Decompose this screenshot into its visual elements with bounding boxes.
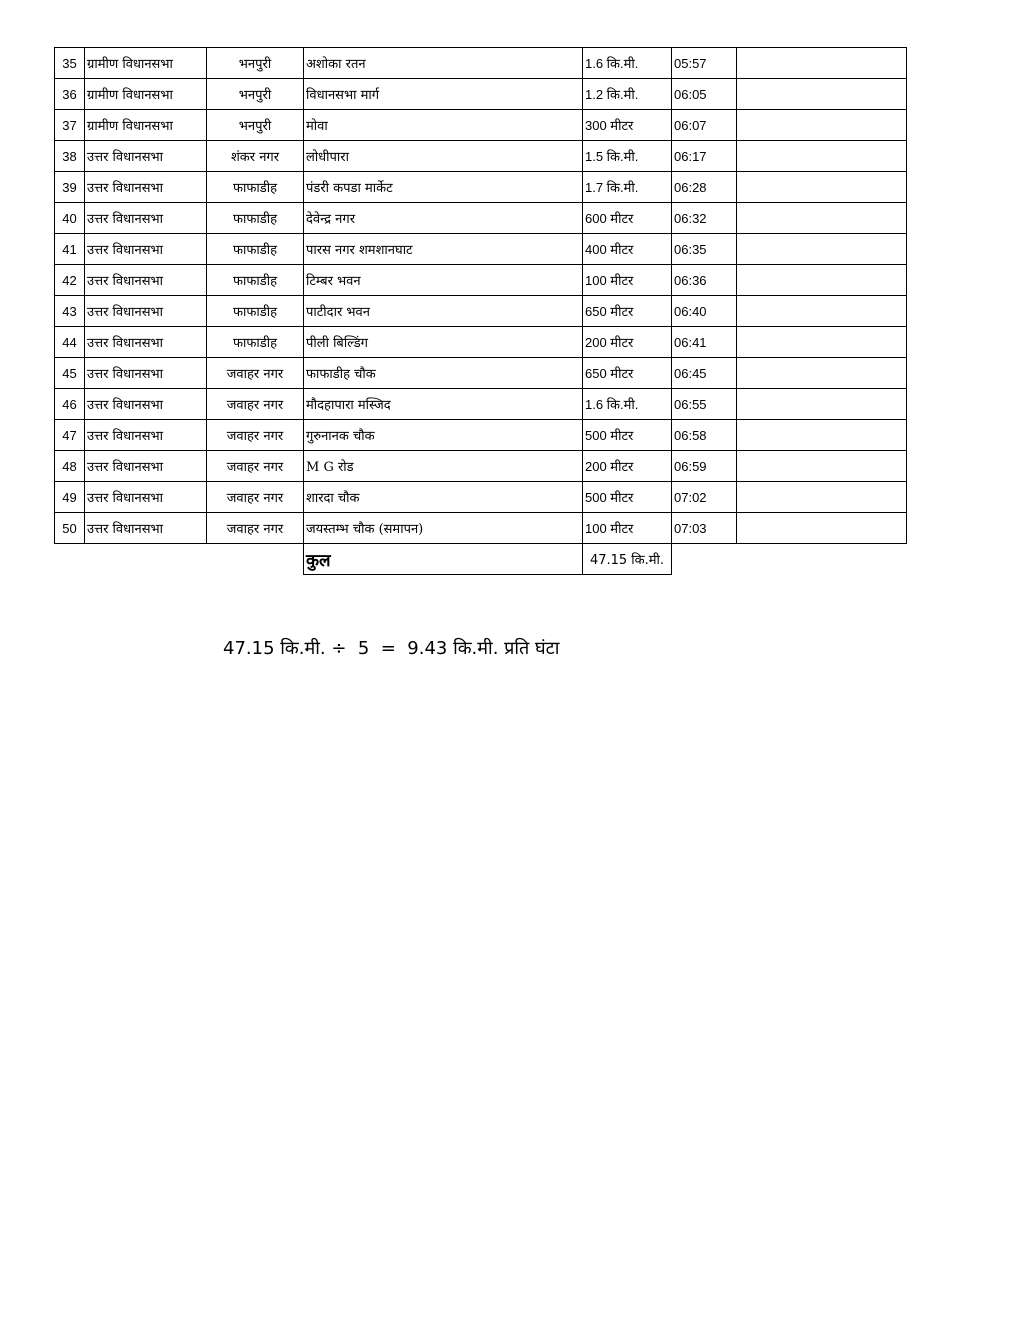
area-cell: फाफाडीह xyxy=(207,265,304,296)
time-cell: 06:32 xyxy=(672,203,737,234)
serial-number-cell: 40 xyxy=(55,203,85,234)
table-row xyxy=(55,389,907,420)
place-cell: मोवा xyxy=(304,110,583,141)
table-row xyxy=(55,141,907,172)
table-row xyxy=(55,79,907,110)
total-spacer xyxy=(207,544,304,575)
blank-cell xyxy=(737,482,907,513)
total-spacer xyxy=(85,544,207,575)
total-label: कुल xyxy=(304,544,583,575)
table-row xyxy=(55,482,907,513)
serial-number-cell: 46 xyxy=(55,389,85,420)
distance-cell: 1.7 कि.मी. xyxy=(583,172,672,203)
blank-cell xyxy=(737,451,907,482)
assembly-zone-cell: उत्तर विधानसभा xyxy=(85,389,207,420)
assembly-zone-cell: उत्तर विधानसभा xyxy=(85,327,207,358)
area-cell: फाफाडीह xyxy=(207,172,304,203)
assembly-zone-cell: उत्तर विधानसभा xyxy=(85,234,207,265)
place-cell: मौदहापारा मस्जिद xyxy=(304,389,583,420)
blank-cell xyxy=(737,172,907,203)
blank-cell xyxy=(737,389,907,420)
assembly-zone-cell: उत्तर विधानसभा xyxy=(85,141,207,172)
serial-number-cell: 50 xyxy=(55,513,85,544)
assembly-zone-cell: उत्तर विधानसभा xyxy=(85,296,207,327)
distance-cell: 200 मीटर xyxy=(583,327,672,358)
place-cell: टिम्बर भवन xyxy=(304,265,583,296)
speed-formula: 47.15 कि.मी. ÷ 5 = 9.43 कि.मी. प्रति घंटा xyxy=(223,638,560,659)
blank-cell xyxy=(737,141,907,172)
time-cell: 07:03 xyxy=(672,513,737,544)
table-row xyxy=(55,296,907,327)
place-cell: देवेन्द्र नगर xyxy=(304,203,583,234)
table-row xyxy=(55,420,907,451)
distance-cell: 1.6 कि.मी. xyxy=(583,389,672,420)
area-cell: फाफाडीह xyxy=(207,327,304,358)
time-cell: 06:55 xyxy=(672,389,737,420)
place-cell: फाफाडीह चौक xyxy=(304,358,583,389)
distance-cell: 300 मीटर xyxy=(583,110,672,141)
distance-cell: 650 मीटर xyxy=(583,358,672,389)
assembly-zone-cell: उत्तर विधानसभा xyxy=(85,203,207,234)
table-row xyxy=(55,48,907,79)
serial-number-cell: 39 xyxy=(55,172,85,203)
table-row xyxy=(55,172,907,203)
route-table-body xyxy=(55,48,907,575)
area-cell: फाफाडीह xyxy=(207,234,304,265)
area-cell: फाफाडीह xyxy=(207,203,304,234)
time-cell: 06:59 xyxy=(672,451,737,482)
distance-cell: 1.2 कि.मी. xyxy=(583,79,672,110)
assembly-zone-cell: उत्तर विधानसभा xyxy=(85,482,207,513)
blank-cell xyxy=(737,110,907,141)
time-cell: 06:17 xyxy=(672,141,737,172)
blank-cell xyxy=(737,296,907,327)
blank-cell xyxy=(737,265,907,296)
serial-number-cell: 45 xyxy=(55,358,85,389)
serial-number-cell: 49 xyxy=(55,482,85,513)
area-cell: शंकर नगर xyxy=(207,141,304,172)
blank-cell xyxy=(737,513,907,544)
place-cell: विधानसभा मार्ग xyxy=(304,79,583,110)
time-cell: 06:41 xyxy=(672,327,737,358)
area-cell: जवाहर नगर xyxy=(207,420,304,451)
assembly-zone-cell: उत्तर विधानसभा xyxy=(85,420,207,451)
place-cell: जयस्तम्भ चौक (समापन) xyxy=(304,513,583,544)
distance-cell: 100 मीटर xyxy=(583,265,672,296)
area-cell: जवाहर नगर xyxy=(207,451,304,482)
table-row xyxy=(55,234,907,265)
distance-cell: 400 मीटर xyxy=(583,234,672,265)
distance-cell: 650 मीटर xyxy=(583,296,672,327)
blank-cell xyxy=(737,358,907,389)
place-cell: लोधीपारा xyxy=(304,141,583,172)
assembly-zone-cell: ग्रामीण विधानसभा xyxy=(85,48,207,79)
place-cell: गुरुनानक चौक xyxy=(304,420,583,451)
total-distance: 47.15 कि.मी. xyxy=(583,544,672,575)
blank-cell xyxy=(737,234,907,265)
blank-cell xyxy=(737,48,907,79)
time-cell: 06:07 xyxy=(672,110,737,141)
table-row xyxy=(55,513,907,544)
place-cell: M G रोड xyxy=(304,451,583,482)
assembly-zone-cell: उत्तर विधानसभा xyxy=(85,451,207,482)
serial-number-cell: 47 xyxy=(55,420,85,451)
assembly-zone-cell: उत्तर विधानसभा xyxy=(85,358,207,389)
total-spacer xyxy=(737,544,907,575)
area-cell: जवाहर नगर xyxy=(207,389,304,420)
serial-number-cell: 44 xyxy=(55,327,85,358)
table-row xyxy=(55,203,907,234)
serial-number-cell: 37 xyxy=(55,110,85,141)
distance-cell: 500 मीटर xyxy=(583,420,672,451)
area-cell: जवाहर नगर xyxy=(207,358,304,389)
blank-cell xyxy=(737,420,907,451)
distance-cell: 500 मीटर xyxy=(583,482,672,513)
area-cell: भनपुरी xyxy=(207,48,304,79)
table-row xyxy=(55,358,907,389)
time-cell: 06:28 xyxy=(672,172,737,203)
table-row xyxy=(55,451,907,482)
area-cell: जवाहर नगर xyxy=(207,513,304,544)
area-cell: भनपुरी xyxy=(207,79,304,110)
assembly-zone-cell: उत्तर विधानसभा xyxy=(85,513,207,544)
serial-number-cell: 48 xyxy=(55,451,85,482)
time-cell: 06:35 xyxy=(672,234,737,265)
table-row xyxy=(55,265,907,296)
serial-number-cell: 35 xyxy=(55,48,85,79)
place-cell: पारस नगर शमशानघाट xyxy=(304,234,583,265)
route-table xyxy=(54,47,907,575)
place-cell: पीली बिल्डिंग xyxy=(304,327,583,358)
blank-cell xyxy=(737,327,907,358)
serial-number-cell: 36 xyxy=(55,79,85,110)
serial-number-cell: 38 xyxy=(55,141,85,172)
assembly-zone-cell: ग्रामीण विधानसभा xyxy=(85,110,207,141)
time-cell: 06:40 xyxy=(672,296,737,327)
place-cell: पंडरी कपडा मार्केट xyxy=(304,172,583,203)
blank-cell xyxy=(737,79,907,110)
serial-number-cell: 43 xyxy=(55,296,85,327)
blank-cell xyxy=(737,203,907,234)
time-cell: 06:45 xyxy=(672,358,737,389)
distance-cell: 200 मीटर xyxy=(583,451,672,482)
distance-cell: 600 मीटर xyxy=(583,203,672,234)
total-spacer xyxy=(672,544,737,575)
assembly-zone-cell: उत्तर विधानसभा xyxy=(85,172,207,203)
area-cell: भनपुरी xyxy=(207,110,304,141)
time-cell: 05:57 xyxy=(672,48,737,79)
place-cell: शारदा चौक xyxy=(304,482,583,513)
assembly-zone-cell: उत्तर विधानसभा xyxy=(85,265,207,296)
place-cell: पाटीदार भवन xyxy=(304,296,583,327)
area-cell: जवाहर नगर xyxy=(207,482,304,513)
place-cell: अशोका रतन xyxy=(304,48,583,79)
serial-number-cell: 41 xyxy=(55,234,85,265)
area-cell: फाफाडीह xyxy=(207,296,304,327)
total-spacer xyxy=(55,544,85,575)
time-cell: 06:58 xyxy=(672,420,737,451)
distance-cell: 100 मीटर xyxy=(583,513,672,544)
distance-cell: 1.5 कि.मी. xyxy=(583,141,672,172)
assembly-zone-cell: ग्रामीण विधानसभा xyxy=(85,79,207,110)
serial-number-cell: 42 xyxy=(55,265,85,296)
table-row xyxy=(55,327,907,358)
time-cell: 07:02 xyxy=(672,482,737,513)
time-cell: 06:05 xyxy=(672,79,737,110)
time-cell: 06:36 xyxy=(672,265,737,296)
total-row xyxy=(55,544,907,575)
distance-cell: 1.6 कि.मी. xyxy=(583,48,672,79)
table-row xyxy=(55,110,907,141)
